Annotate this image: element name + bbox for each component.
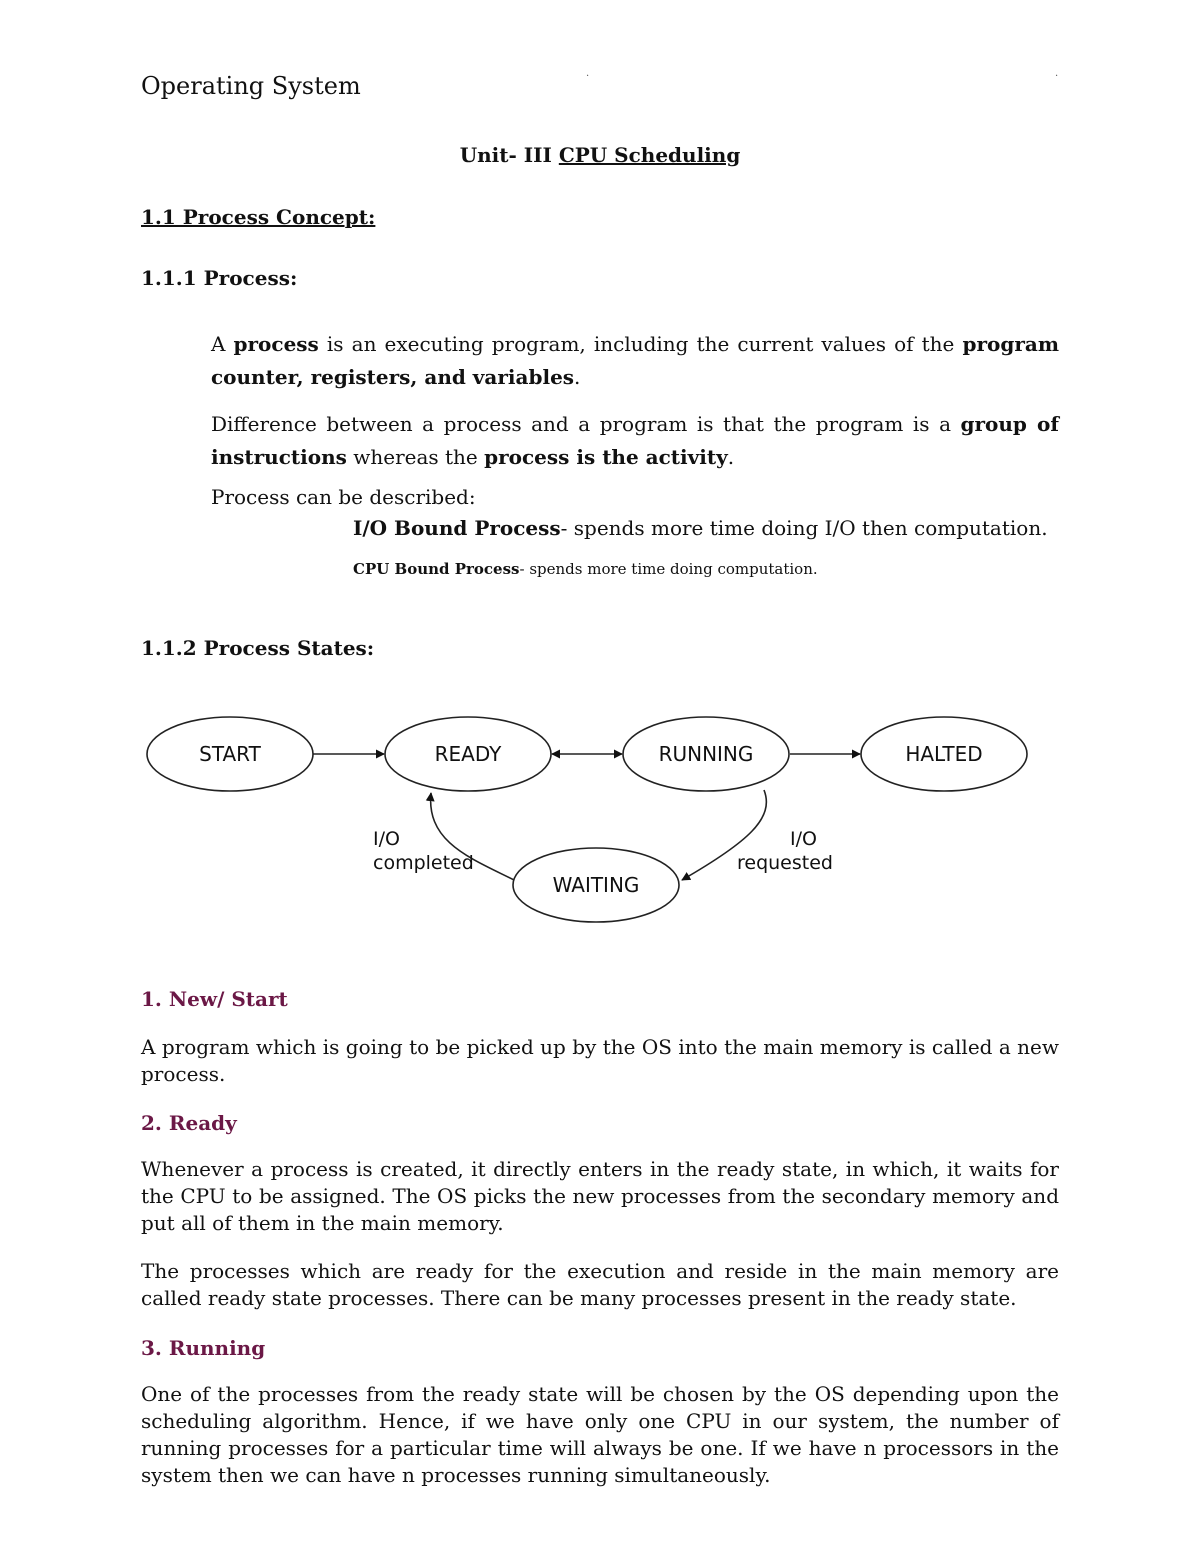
text-run-bold: program counter, registers, and variables <box>211 332 1059 389</box>
unit-topic: CPU Scheduling <box>558 143 741 167</box>
text-run: . <box>727 445 735 469</box>
text-run: is an executing program, including the current values of the <box>318 332 963 356</box>
text-run-bold: process is the activity <box>484 445 728 469</box>
paragraph-ready-2: The processes which are ready for the execution and reside in the main memory are called ready state processes. There can be many processes present in the ready state. <box>141 1259 1059 1310</box>
state-halted-label: HALTED <box>905 742 983 766</box>
label-requested: requested <box>737 852 833 874</box>
state-start-label: START <box>199 742 261 766</box>
text-run: Difference between a process and a program is that the program is a <box>211 412 961 436</box>
text-run: A <box>211 332 234 356</box>
text-run: . <box>574 365 581 389</box>
header-dot: . <box>586 68 590 79</box>
heading-running: 3. Running <box>141 1336 266 1360</box>
label-io-left: I/O <box>373 828 400 850</box>
unit-prefix: Unit- III <box>459 143 552 167</box>
document-header-title: Operating System <box>141 72 361 100</box>
paragraph-ready-1: Whenever a process is created, it directly enters in the ready state, in which, it waits for the CPU to be assigned. The OS picks the new processes from the secondary memory and put all of them in the main memory. <box>141 1157 1059 1235</box>
section-heading-1-1: 1.1 Process Concept: <box>141 205 376 229</box>
label-completed: completed <box>373 852 474 874</box>
paragraph-running: One of the processes from the ready state will be chosen by the OS depending upon the scheduling algorithm. Hence, if we have only one CPU in our system, the number of running processes for a particular time will always be one. If we have n processors in the system then we can have n processes running simultaneously. <box>141 1382 1059 1487</box>
text-run-bold: group of instructions <box>211 412 1059 469</box>
section-heading-1-1-1: 1.1.1 Process: <box>141 266 298 290</box>
text-run-bold: CPU Bound Process <box>353 560 520 578</box>
heading-new-start: 1. New/ Start <box>141 987 288 1011</box>
label-io-right: I/O <box>790 828 817 850</box>
heading-ready: 2. Ready <box>141 1111 237 1135</box>
state-running-label: RUNNING <box>658 742 754 766</box>
text-run: - spends more time doing computation. <box>519 560 818 578</box>
text-run-bold: I/O Bound Process <box>353 516 561 540</box>
text-run: - spends more time doing I/O then computation. <box>560 516 1048 540</box>
paragraph-new-start: A program which is going to be picked up by the OS into the main memory is called a new process. <box>141 1035 1059 1086</box>
state-ready-label: READY <box>434 742 502 766</box>
state-waiting-label: WAITING <box>552 873 640 897</box>
section-heading-1-1-2: 1.1.2 Process States: <box>141 636 375 660</box>
header-dot: . <box>1055 68 1059 79</box>
bullet-process-described: Process can be described: <box>211 485 476 509</box>
text-run-bold: process <box>233 332 319 356</box>
text-run: whereas the <box>346 445 485 469</box>
